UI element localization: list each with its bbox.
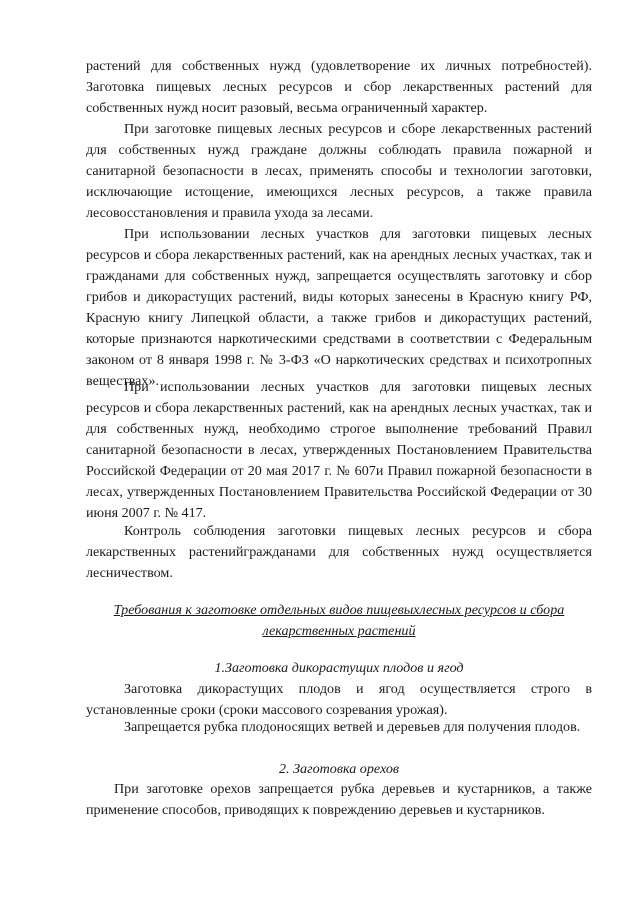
paragraph-3-text: При использовании лесных участков для заготовки пищевых лесных ресурсов и сбора лекарственных растений, как на арендных лесных участках, так и гражданами для собственных нужд, запрещается осуществлять заготовку и сбор грибов и дикорастущих растений, виды которых занесены в Красную книгу РФ, Красную книгу Липецкой области, а также грибов и дикорастущих растений, которые признаются наркотическими средствами в соответствии с Федеральным законом от 8 января 1998 г. № 3-ФЗ «О наркотических средствах и психотропных веществах». (86, 226, 592, 389)
paragraph-6 (86, 679, 592, 721)
paragraph-4-text: При использовании лесных участков для заготовки пищевых лесных ресурсов и сбора лекарственных растений, как на арендных лесных участках, так и для собственных нужд, необходимо строгое выполнение требований Правил санитарной безопасности в лесах, утвержденных Постановлением Правительства Российской Федерации от 20 мая 2017 г. № 607и Правил пожарной безопасности в лесах, утвержденных Постановлением Правительства Российской Федерации от 30 июня 2007 г. № 417. (86, 379, 592, 521)
paragraph-3 (86, 224, 592, 392)
subheading-nuts: 2. Заготовка орехов (278, 761, 400, 777)
paragraph-2-text: При заготовке пищевых лесных ресурсов и сборе лекарственных растений для собственных нужд граждане должны соблюдать правила пожарной и санитарной безопасности в лесах, применять способы и технологии заготовки, исключающие истощение, имеющихся лесных ресурсов, а также правила лесовосстановления и правила ухода за лесами. (86, 121, 592, 221)
paragraph-8-text: При заготовке орехов запрещается рубка деревьев и кустарников, а также применение способов, приводящих к повреждению деревьев и кустарников. (86, 781, 592, 818)
section-title: Требования к заготовке отдельных видов пищевыхлесных ресурсов и сбора лекарственных растений (113, 602, 565, 639)
paragraph-2 (86, 119, 592, 224)
paragraph-4 (86, 377, 592, 524)
paragraph-5-text: Контроль соблюдения заготовки пищевых лесных ресурсов и сбора лекарственных растенийгражданами для собственных нужд осуществляется лесничеством. (86, 523, 592, 581)
paragraph-1-text: растений для собственных нужд (удовлетворение их личных потребностей). Заготовка пищевых лесных ресурсов и сбор лекарственных растений для собственных нужд носит разовый, весьма ограниченный характер. (86, 58, 592, 116)
paragraph-1 (86, 56, 592, 119)
paragraph-5 (86, 521, 592, 584)
paragraph-7-text: Запрещается рубка плодоносящих ветвей и деревьев для получения плодов. (124, 719, 581, 735)
subheading-fruits-berries: 1.Заготовка дикорастущих плодов и ягод (214, 660, 464, 676)
paragraph-7 (86, 717, 592, 738)
paragraph-8 (86, 779, 592, 821)
paragraph-6-text: Заготовка дикорастущих плодов и ягод осуществляется строго в установленные сроки (сроки массового созревания урожая). (86, 681, 592, 718)
